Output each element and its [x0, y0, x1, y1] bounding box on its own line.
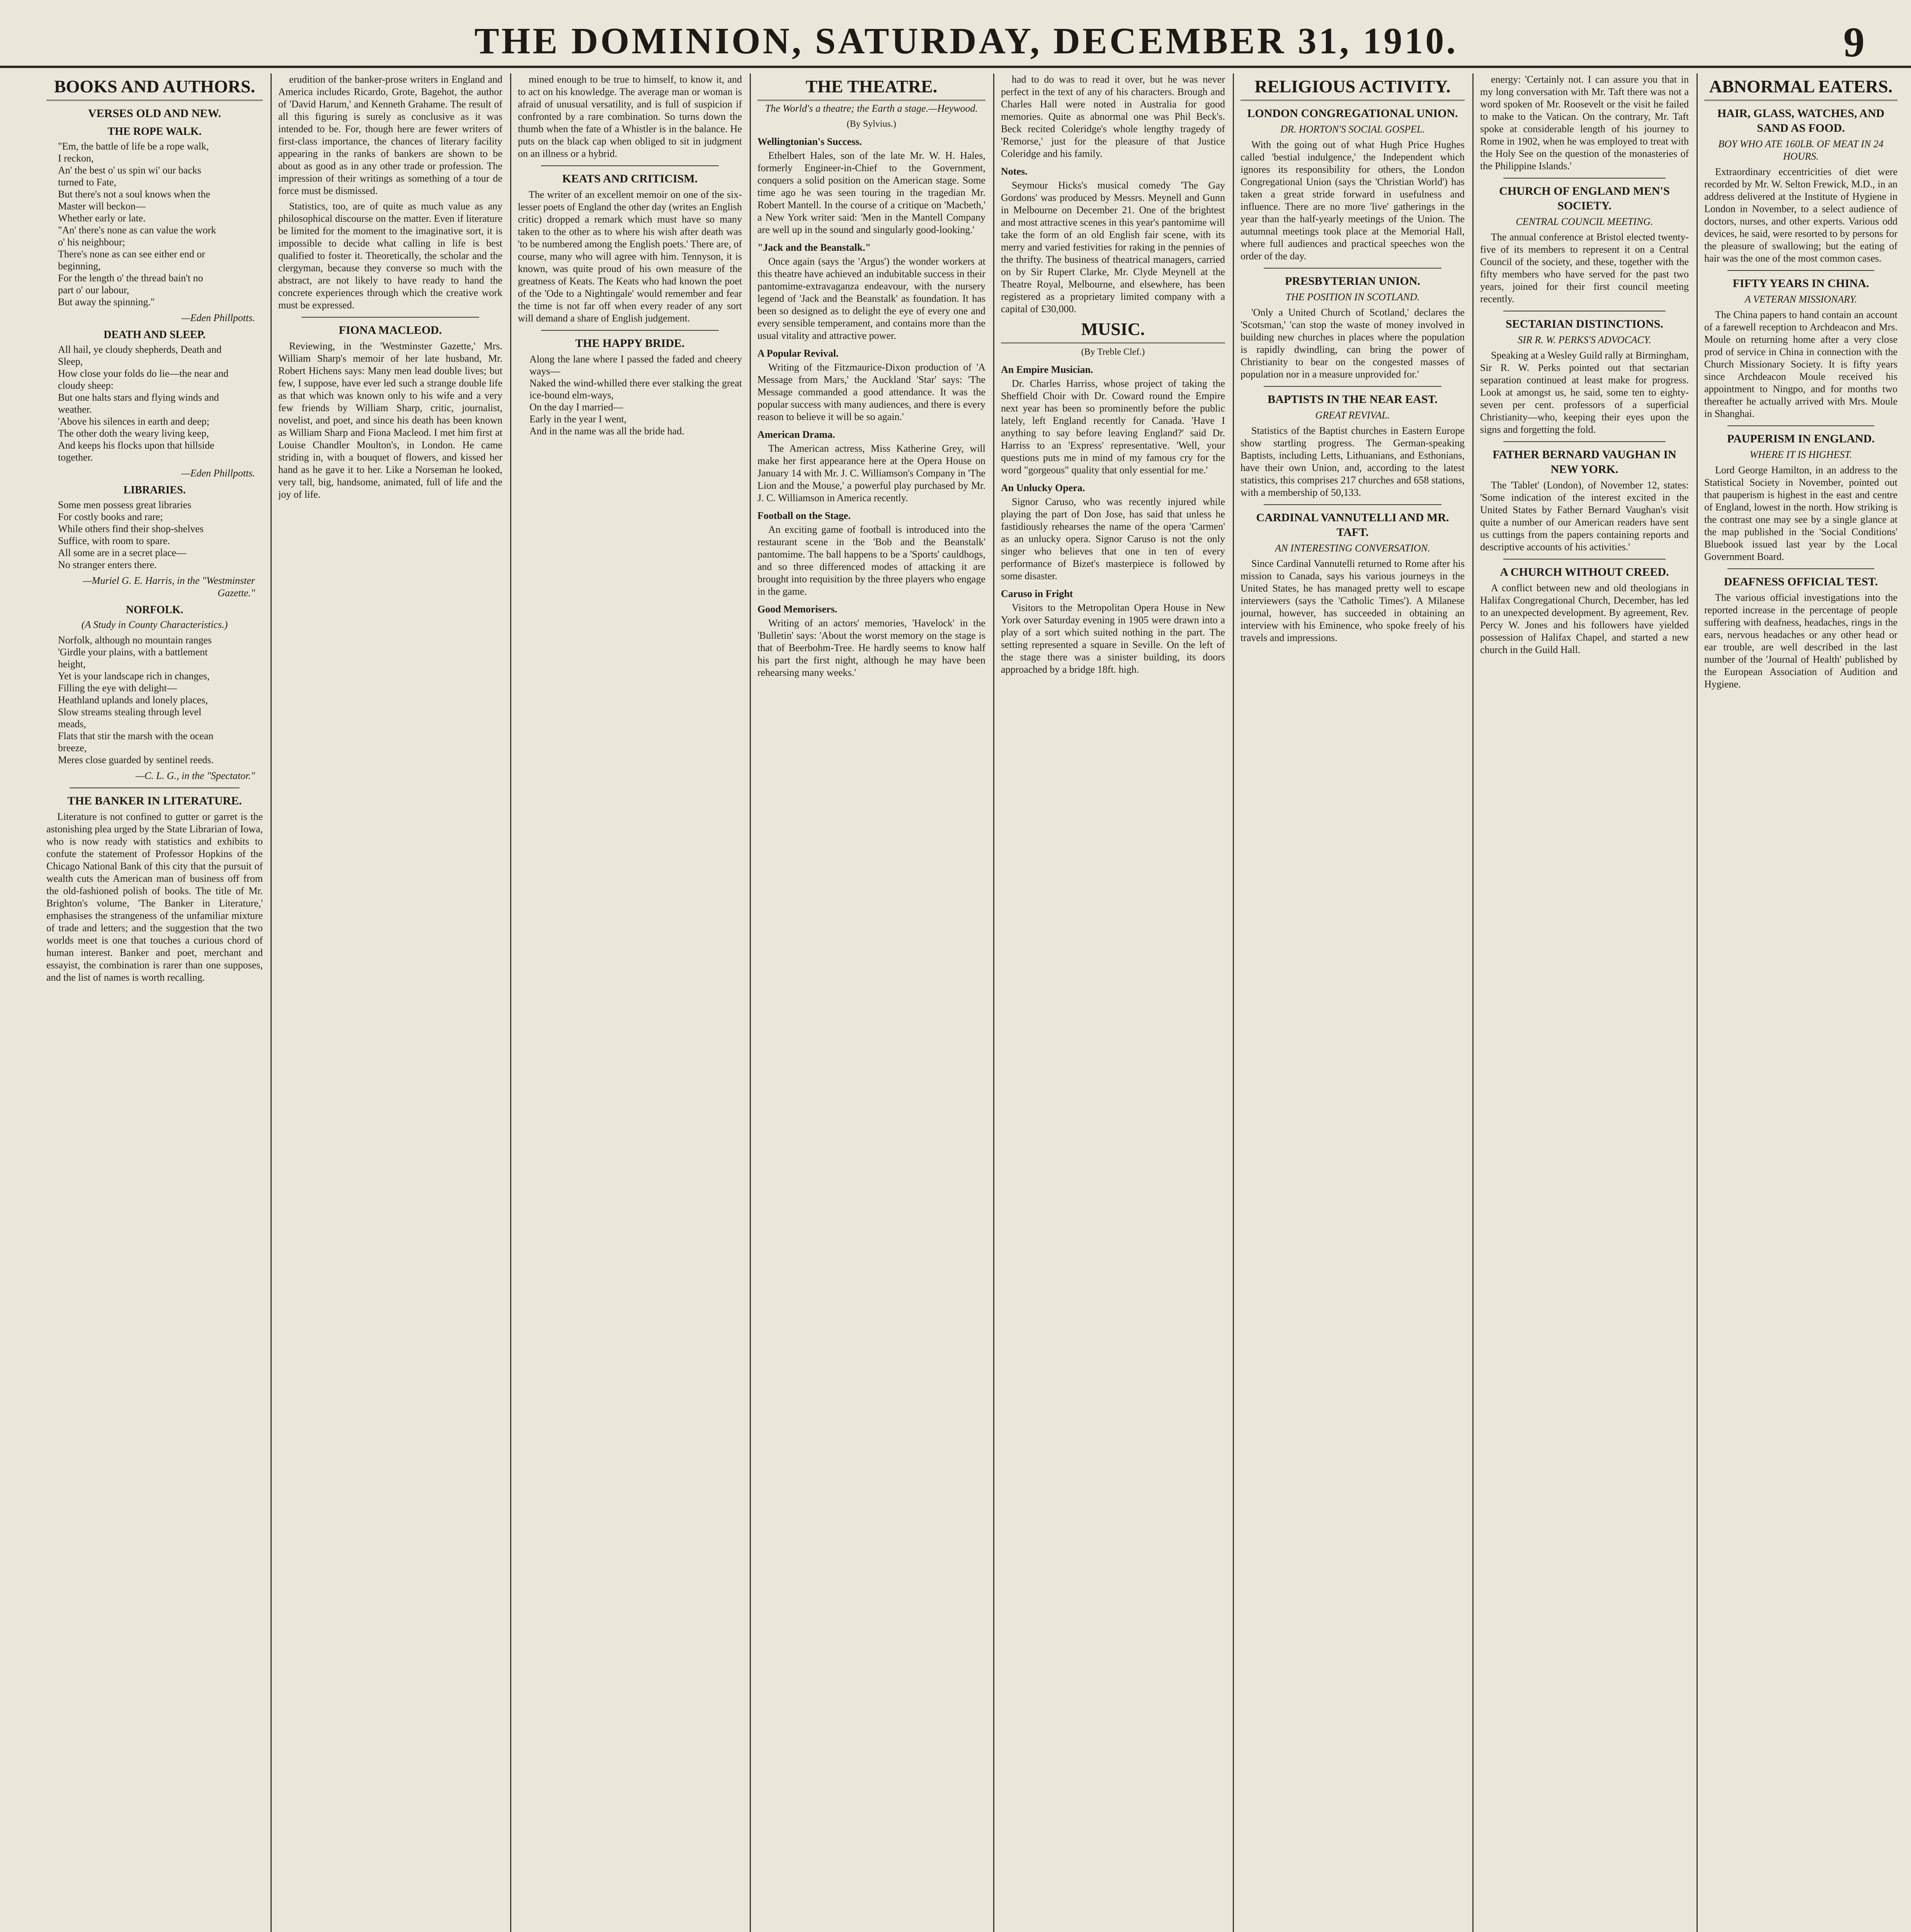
- section-title-theatre: THE THEATRE.: [757, 76, 985, 101]
- column-rule: [510, 73, 511, 1932]
- article-body: Speaking at a Wesley Guild rally at Birmingham, Sir R. W. Perks pointed out that sectarian separation continued at least make for progress. Look at amongst us, he said, some ten to eighty-seven per cent. professors of a superficial Christianity—who, keeping their eyes upon the signs and forgetting the fold.: [1480, 350, 1689, 435]
- article-body: Since Cardinal Vannutelli returned to Rome after his mission to Canada, says his various journeys in the United States, he has managed pretty well to escape interviewers (says the 'Catholic Times'). A Milanese journal, however, has succeeded in obtaining an interview with his Eminence, who spoke freely of his travels and impressions.: [1241, 558, 1465, 643]
- subsection-dek: A VETERAN MISSIONARY.: [1744, 294, 1857, 305]
- section-title-music: MUSIC.: [1001, 318, 1225, 344]
- divider: [1503, 559, 1666, 560]
- article-body: energy: 'Certainly not. I can assure you that in my long conversation with Mr. Taft there was not a word spoken of Mr. Roosevelt or the visit he failed to make to the Vatican. On the contrary, Mr. Taft spoke at considerable length of his journey to Rome in 1902, when he was employed to treat with the Holy See on the question of the monasteries of the Philippine Islands.': [1480, 74, 1689, 172]
- article-body: Signor Caruso, who was recently injured while playing the part of Don Jose, has said that unless he fastidiously rehearses the name of the opera 'Carmen' as an unlucky opera. Signor Caruso is not the only singer who believes that one in ten of every performance of Bizet's masterpiece is followed by some disaster.: [1001, 496, 1225, 582]
- article-body: had to do was to read it over, but he was never perfect in the text of any of his characters. Brough and Charles Hall were noted in Australia for good memories. Quite as abnormal one was Phil Beck's. Beck recited Coleridge's whole lengthy tragedy of 'Remorse,' just for the pleasure of that Justice Coleridge and his family.: [1001, 74, 1225, 159]
- article-body: 'Only a United Church of Scotland,' declares the 'Scotsman,' 'can stop the waste of money involved in building new churches in places where the population is rapidly dwindling, can bring the power of Christianity to bear on the congested masses of population nor in a measure unprovided for.': [1241, 307, 1465, 380]
- column-religious: [1241, 73, 1465, 1932]
- subsection-dek: THE POSITION IN SCOTLAND.: [1285, 291, 1420, 303]
- article-body: The China papers to hand contain an account of a farewell reception to Archdeacon and Mrs. Moule on returning home after a very close prod of service in China in connection with the Church Missionary Society. It is fifty years since Archdeacon Moule received his appointment to Ningpo, and for months two thereafter he actually arrived with Mrs. Moule in Shanghai.: [1704, 309, 1897, 419]
- article-body: Literature is not confined to gutter or garret is the astonishing plea urged by the State Librarian of Iowa, who is now ready with statistics and exhibits to confute the statement of Professor Hopkins of the Chicago National Bank of this city that the pursuit of wealth cuts the American man of business off from the old-fashioned polish of books. The title of Mr. Brighton's volume, 'The Banker in Literature,' emphasises the strangeness of the unfamiliar mixture of trade and letters; and the suggestion that the two worlds meet is one that touches a curious chord of human interest. Banker and poet, merchant and essayist, the combination is rarer than one supposes, and the list of names is worth recalling.: [46, 811, 263, 983]
- subsection-keats: KEATS AND CRITICISM.: [562, 172, 698, 185]
- subsection-dek: WHERE IT IS HIGHEST.: [1749, 449, 1852, 460]
- column-rule: [1472, 73, 1474, 1932]
- column-theatre: [757, 73, 985, 1932]
- divider: [1727, 568, 1874, 569]
- article-body: Statistics, too, are of quite as much value as any philosophical discourse on the matter. Even if literature be limited for the moment to the imaginative sort, it is impossible to decide what calling in life is best qualified to foster it. Theoretically, the scholar and the clergyman, because they converse so much with the abstract, are not likely to have ready to hand the concrete experiences through which the creative work must be expressed.: [278, 201, 502, 311]
- poem-text: Some men possess great libraries For costly books and rare; While others find their shop-shelves Suffice, with room to spare. All some are in a secret place— No stranger enters there.: [58, 499, 204, 570]
- masthead: [0, 8, 1911, 68]
- page-number: 9: [1843, 19, 1865, 66]
- article-body: A conflict between new and old theologians in Halifax Congregational Church, December, has led to an unexpected development. By agreement, Rev. Percy W. Jones and his followers have yielded possession of Halifax Chapel, and started a new church in the Guild Hall.: [1480, 582, 1689, 655]
- article-heading: A Popular Revival.: [757, 348, 839, 359]
- divider: [541, 165, 719, 166]
- divider: [1264, 268, 1441, 269]
- article-body: Ethelbert Hales, son of the late Mr. W. H. Hales, formerly Engineer-in-Chief to the Government, conquers a solid position on the American stage. Some time ago he was seen touring in the tragedian Mr. Robert Mantell. In the course of a critique on 'Macbeth,' a New York writer said: 'Men in the Mantell Company are well up in the sound and singularly good-looking.': [757, 150, 985, 235]
- section-title-books: BOOKS AND AUTHORS.: [46, 76, 263, 101]
- divider: [301, 317, 479, 318]
- subsection: CHURCH OF ENGLAND MEN'S SOCIETY.: [1499, 185, 1670, 212]
- article-heading: American Drama.: [757, 429, 835, 440]
- poem-attribution: —Eden Phillpotts.: [181, 312, 255, 323]
- article-body: The American actress, Miss Katherine Grey, will make her first appearance here at the Opera House on January 14 with Mr. J. C. Williamson's Company in 'The Lion and the Mouse,' a powerful play purchased by Mr. J. C. Williamson in America recently.: [757, 443, 985, 503]
- poem-text: All hail, ye cloudy shepherds, Death and Sleep, How close your folds do lie—the near and cloudy sheep: But one halts stars and flying winds and weather. 'Above his silences in earth and deep; The other doth the weary living keep, And keeps his flocks upon that hillside together.: [58, 344, 229, 463]
- article-heading: An Empire Musician.: [1001, 364, 1093, 375]
- subsection-verses: VERSES OLD AND NEW.: [88, 107, 221, 120]
- article-body: With the going out of what Hugh Price Hughes called 'bestial indulgence,' the Independent which ignores its responsibility for others, the London Congregational Union (says the 'Christian World') has taken a great stride forward in usefulness and influence. There are no more 'live' gatherings in the year than the half-yearly meetings of the Union. The autumnal meetings took place at the Memorial Hall, where full audiences and practical speeches won the order of the day.: [1241, 139, 1465, 262]
- subsection: FATHER BERNARD VAUGHAN IN NEW YORK.: [1492, 448, 1676, 476]
- article-heading: An Unlucky Opera.: [1001, 482, 1085, 493]
- article-body: Writing of an actors' memories, 'Havelock' in the 'Bulletin' says: 'About the worst memory on the stage is that of Beerbohm-Tree. He hardly seems to know half his part the first night, although he may have been rehearsing many weeks.': [757, 617, 985, 678]
- poem-title: LIBRARIES.: [123, 484, 186, 496]
- article-body: mined enough to be true to himself, to know it, and to act on his knowledge. The average man or woman is afraid of unusual versatility, and is full of suspicion if confronted by a rare combination. So turns down the thumb when the fate of a Whistler is in the balance. He puts on the black cap when obliged to sit in judgment on an illness or a hybrid.: [518, 74, 742, 159]
- masthead-title: THE DOMINION, SATURDAY, DECEMBER 31, 1910.: [474, 20, 1458, 61]
- poem-title: THE ROPE WALK.: [107, 126, 202, 138]
- subsection-dek: SIR R. W. PERKS'S ADVOCACY.: [1518, 334, 1651, 345]
- subsection: SECTARIAN DISTINCTIONS.: [1506, 318, 1663, 330]
- article-body: Writing of the Fitzmaurice-Dixon production of 'A Message from Mars,' the Auckland 'Star' says: 'The Message commanded a good attendance. It was the popular success with many audiences, and there is every reason to believe it will be so again.': [757, 362, 985, 422]
- poem-dek: (A Study in County Characteristics.): [81, 619, 228, 630]
- article-body: The annual conference at Bristol elected twenty-five of its members to represent it on a Central Council of the society, and these, together with the fifty members who have served for the past two years, joined for their first council meeting recently.: [1480, 231, 1689, 304]
- divider: [1727, 270, 1874, 271]
- divider: [541, 330, 719, 331]
- byline: (By Treble Clef.): [1081, 347, 1145, 357]
- section-title-abnormal: ABNORMAL EATERS.: [1704, 76, 1897, 101]
- article-body: Visitors to the Metropolitan Opera House in New York over Saturday evening in 1905 were drawn into a play of a sort which suited nothing in the part. The setting represented a square in Seville. On the left of the stage there was a sinister building, its doors approached by a bridge 18ft. high.: [1001, 602, 1225, 675]
- divider: [1727, 425, 1874, 426]
- column-abnormal-eaters: [1704, 73, 1897, 1932]
- poem-attribution: —C. L. G., in the "Spectator.": [135, 770, 255, 781]
- poem-text: Along the lane where I passed the faded and cheery ways— Naked the wind-whilled there ever stalking the great ice-bound elm-ways, On the day I married— Early in the year I went, And in the name was all the bride had.: [529, 354, 742, 437]
- subsection-dek: AN INTERESTING CONVERSATION.: [1275, 543, 1430, 554]
- poem-title: NORFOLK.: [126, 604, 184, 616]
- subsection-dek: DR. HORTON'S SOCIAL GOSPEL.: [1280, 124, 1425, 135]
- divider: [70, 787, 240, 788]
- article-heading: "Jack and the Beanstalk.": [757, 242, 871, 253]
- article-heading: Wellingtonian's Success.: [757, 136, 862, 147]
- article-body: The writer of an excellent memoir on one of the six-lesser poets of England the other day (writes an English critic) dropped a remark which must have so many taken to the other as to where his wish after death was 'to be numbered among the English poets.' There are, of course, many who will agree with him. Tennyson, it is known, was quite proud of his own measure of the greatness of Keats. The Keats who had known the poet of the 'Ode to a Nightingale' would remember and fear the time is not far off when every reader of any sort will demand a share of English judgement.: [518, 189, 742, 324]
- subsection-dek: BOY WHO ATE 160LB. OF MEAT IN 24 HOURS.: [1718, 138, 1884, 162]
- poem-text: Norfolk, although no mountain ranges 'Girdle your plains, with a battlement height, Yet is your landscape rich in changes, Filling the eye with delight— Heathland uplands and lonely places, Slow streams stealing through level meads, Flats that stir the marsh with the ocean breeze, Meres close guarded by sentinel reeds.: [58, 634, 214, 765]
- divider: [1503, 178, 1666, 179]
- divider: [1264, 386, 1441, 387]
- poem-attribution: —Eden Phillpotts.: [181, 468, 255, 479]
- subsection-happy-bride: THE HAPPY BRIDE.: [575, 337, 685, 350]
- section-dek: The World's a theatre; the Earth a stage.—Heywood.: [765, 103, 978, 114]
- article-heading: Caruso in Fright: [1001, 588, 1073, 599]
- article-body: Statistics of the Baptist churches in Eastern Europe show startling progress. The German-speaking Baptists, including Letts, Lithuanians, and Esthonians, have their own Union, and, according to the latest statistics, this comprises 217 churches and 658 stations, with a membership of 50,133.: [1241, 425, 1465, 498]
- subsection: HAIR, GLASS, WATCHES, AND SAND AS FOOD.: [1717, 107, 1885, 134]
- column-rule: [750, 73, 751, 1932]
- article-heading: Notes.: [1001, 166, 1028, 177]
- subsection-fiona: FIONA MACLEOD.: [339, 324, 442, 337]
- article-body: An exciting game of football is introduced into the restaurant scene in the 'Bob and the Beanstalk' pantomime. The ball happens to be a 'Sports' cauldhogs, and so three differenced modes of attacking it are brought into requisition by the three players who engage in the game.: [757, 524, 985, 597]
- subsection: BAPTISTS IN THE NEAR EAST.: [1268, 393, 1438, 406]
- column-rule: [993, 73, 994, 1932]
- subsection-banker: THE BANKER IN LITERATURE.: [67, 794, 242, 807]
- subsection: DEAFNESS OFFICIAL TEST.: [1724, 575, 1878, 588]
- subsection: FIFTY YEARS IN CHINA.: [1732, 277, 1869, 290]
- subsection-dek: GREAT REVIVAL.: [1315, 410, 1390, 421]
- article-body: Once again (says the 'Argus') the wonder workers at this theatre have achieved an indubitable success in their pantomime-extravaganza endeavour, with the nursery legend of 'Jack and the Beanstalk' as foundation. It has been so designed as to delight the eye of every one and every sensible temperament, and contains more than the usual vitality and attractive power.: [757, 256, 985, 341]
- article-body: Seymour Hicks's musical comedy 'The Gay Gordons' was produced by Messrs. Meynell and Gunn in Melbourne on December 21. One of the brightest and most attractive scenes in this year's pantomime will take the form of an old English fair scene, with its merry and varied festivities for raking in the pennies of the thrifty. The business of theatrical managers, carried on by Sir Rupert Clarke, Mr. Clyde Meynell at the Theatre Royal, Melbourne, and elsewhere, has been registered as a proprietary limited company with a capital of £30,000.: [1001, 180, 1225, 315]
- divider: [1503, 441, 1666, 442]
- article-heading: Good Memorisers.: [757, 604, 837, 615]
- article-body: The 'Tablet' (London), of November 12, states: 'Some indication of the interest excited in the United States by Father Bernard Vaughan's visit quite a number of our American readers have sent us cuttings from the papers containing reports and descriptive accounts of his activities.': [1480, 480, 1689, 553]
- column-rule: [1233, 73, 1234, 1932]
- divider: [1264, 504, 1441, 505]
- article-heading: Football on the Stage.: [757, 510, 851, 521]
- subsection: A CHURCH WITHOUT CREED.: [1500, 566, 1669, 578]
- article-body: The various official investigations into the reported increase in the percentage of people suffering with deafness, headaches, rings in the ears, nervous headaches or any other head or ear trouble, are well described in the last number of the 'Journal of Health' published by the European Association of Audition and Hygiene.: [1704, 592, 1897, 690]
- subsection: PRESBYTERIAN UNION.: [1285, 275, 1421, 287]
- article-body: Dr. Charles Harriss, whose project of taking the Sheffield Choir with Dr. Coward round the Empire next year has been so prominently before the public lately, left England recently for Canada. 'Have I anything to say before leaving England?' said Dr. Harriss to an 'Express' representative. 'Well, your questions puts me in mind of my famous cry for the word "gorgeous" quality that only essential for me.': [1001, 378, 1225, 476]
- subsection: LONDON CONGREGATIONAL UNION.: [1247, 107, 1458, 120]
- poem-attribution: —Muriel G. E. Harris, in the "Westminster Gazette.": [83, 575, 255, 599]
- poem-title: DEATH AND SLEEP.: [104, 329, 206, 341]
- column-rule: [271, 73, 272, 1932]
- column-7: [1480, 73, 1689, 1932]
- article-body: Lord George Hamilton, in an address to the Statistical Society in November, pointed out that pauperism is highest in the east and centre of England, lowest in the north. How striking is the contrast one may see by a single glance at the map published in the 'Social Conditions' Bluebook issued last year by the Local Government Board.: [1704, 464, 1897, 562]
- subsection: CARDINAL VANNUTELLI AND MR. TAFT.: [1256, 511, 1449, 539]
- article-body: erudition of the banker-prose writers in England and America includes Ricardo, Grote, Bagehot, the author of 'David Harum,' and Kenneth Grahame. The result of all this figuring is surely as conclusive as it was intended to be. For, though here are fewer writers of first-class importance, the chances of literary facility appearing in the ranks of bankers are shown to be about as good as in any other trade or profession. The impression of their writings as something of a tour de force must be dismissed.: [278, 74, 502, 196]
- column-2: [278, 73, 502, 1932]
- column-rule: [1697, 73, 1698, 1932]
- column-5: [1001, 73, 1225, 1932]
- poem-text: "Em, the battle of life be a rope walk, I reckon, An' the best o' us spin wi' our backs turned to Fate, But there's not a soul knows when the Master will beckon— Whether early or late. "An' there's none as can value the work o' his neighbour; There's none as can see either end or beginning, For the length o' the thread bain't no part o' our labour, But away the spinning.": [58, 141, 216, 308]
- column-books-and-authors: [46, 73, 263, 1932]
- byline: (By Sylvius.): [846, 119, 896, 129]
- section-title-religious: RELIGIOUS ACTIVITY.: [1241, 76, 1465, 101]
- article-body: Reviewing, in the 'Westminster Gazette,' Mrs. William Sharp's memoir of her late husband, Mr. Robert Hichens says: Many men lead double lives; but few, I suppose, have ever led such a strange double life as that which was known only to his wife and a very few friends by William Sharp, critic, journalist, novelist, and poet, and since his death has been known as William Sharp and Fiona Macleod. I met him first at Louise Chandler Moulton's, in London. He came striding in, with a bouquet of flowers, and kissed her hand as he gave it to her. Like a Norseman he looked, very tall, big, handsome, animated, full of life and the joy of life.: [278, 340, 502, 500]
- column-3: [518, 73, 742, 1932]
- subsection-dek: CENTRAL COUNCIL MEETING.: [1516, 216, 1653, 227]
- subsection: PAUPERISM IN ENGLAND.: [1727, 432, 1875, 445]
- article-body: Extraordinary eccentricities of diet were recorded by Mr. W. Selton Frewick, M.D., in an address delivered at the Institute of Hygiene in London in November, to a select audience of doctors, nurses, and other experts. Various odd devices, he said, were resorted to by persons for the pleasure of swallowing; but the eating of hair was the one of the most common cases.: [1704, 166, 1897, 264]
